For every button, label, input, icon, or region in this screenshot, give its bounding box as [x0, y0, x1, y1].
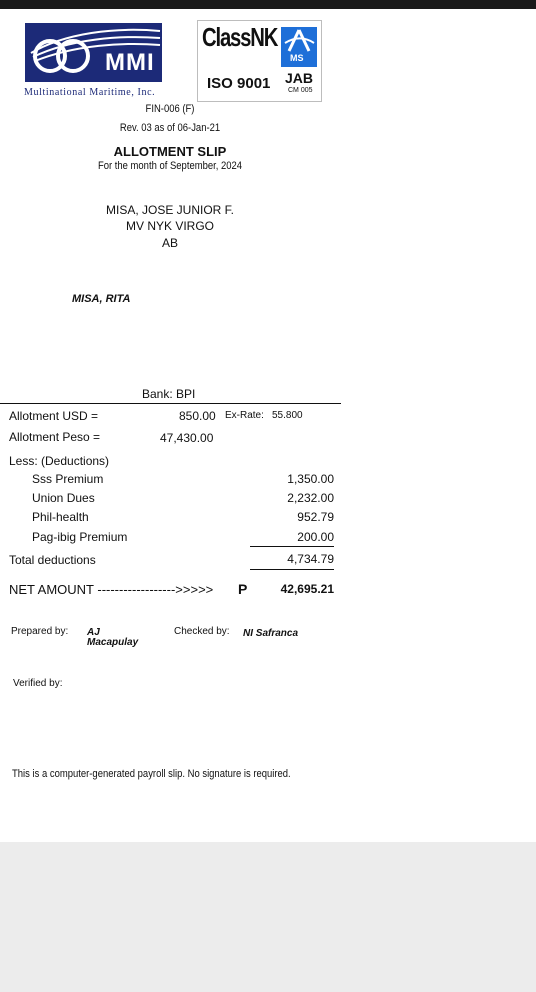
form-number: FIN-006 (F) — [145, 103, 195, 115]
allotment-usd-label: Allotment USD = — [9, 409, 99, 423]
iso-9001-text: ISO 9001 — [207, 75, 271, 92]
allottee-name: MISA, RITA — [72, 293, 131, 305]
employee-rank: AB — [161, 236, 178, 250]
allotment-peso-value: 47,430.00 — [160, 431, 214, 445]
net-currency: P — [238, 581, 248, 597]
certification-badge — [197, 20, 322, 102]
allotment-usd-value: 850.00 — [179, 409, 216, 423]
net-amount-label: NET AMOUNT ------------------>>>>> — [9, 582, 214, 597]
bank-divider — [0, 403, 341, 404]
ms-compass-icon — [281, 27, 317, 53]
checked-by-label: Checked by: — [174, 626, 230, 637]
deduction-label: Pag-ibig Premium — [32, 530, 128, 544]
top-status-bar — [0, 0, 536, 9]
prepared-by-name-line-2: Macapulay — [87, 637, 139, 648]
allotment-peso-label: Allotment Peso = — [9, 430, 101, 444]
total-deductions-amount: 4,734.79 — [287, 552, 334, 566]
verified-by-label: Verified by: — [13, 678, 63, 689]
ex-rate-value: 55.800 — [272, 410, 303, 421]
slip-title: ALLOTMENT SLIP — [113, 144, 227, 159]
slip-period: For the month of September, 2024 — [97, 160, 243, 172]
ms-certification-icon — [281, 27, 317, 67]
form-revision: Rev. 03 as of 06-Jan-21 — [119, 122, 221, 134]
blank-background — [0, 842, 536, 992]
bank-line: Bank: BPI — [142, 387, 196, 401]
net-amount-value: 42,695.21 — [280, 582, 334, 596]
prepared-by-label: Prepared by: — [11, 626, 69, 637]
checked-by-name: NI Safranca — [243, 628, 299, 639]
deduction-amount: 2,232.00 — [287, 491, 334, 505]
company-name: Multinational Maritime, Inc. — [24, 87, 156, 98]
ms-badge-text: MS — [290, 53, 304, 63]
jab-text: JAB — [285, 70, 314, 86]
deduction-amount: 1,350.00 — [287, 472, 334, 486]
ex-rate-label: Ex-Rate: — [225, 410, 264, 421]
subtotal-rule — [250, 546, 334, 547]
mmi-logo-text: MMI — [105, 49, 155, 76]
deduction-label: Phil-health — [32, 510, 89, 524]
cm-code-text: CM 005 — [288, 87, 313, 94]
classnk-logo-text: ClassNK — [202, 22, 278, 52]
mmi-logo-box — [25, 23, 162, 82]
deductions-header: Less: (Deductions) — [9, 454, 110, 468]
deduction-label: Union Dues — [32, 491, 95, 505]
mmi-logo — [24, 20, 164, 84]
total-deductions-label: Total deductions — [9, 553, 96, 567]
deduction-amount: 952.79 — [297, 510, 334, 524]
deduction-amount: 200.00 — [297, 530, 334, 544]
prepared-by-name-line-1: AJ — [87, 627, 100, 638]
total-rule — [250, 569, 334, 570]
prepared-by-name — [87, 628, 138, 648]
deduction-label: Sss Premium — [32, 472, 104, 486]
allotment-slip-page — [0, 9, 536, 842]
footer-note: This is a computer-generated payroll slip. No signature is required. — [12, 768, 291, 780]
employee-name: MISA, JOSE JUNIOR F. — [105, 203, 234, 217]
vessel-name: MV NYK VIRGO — [125, 219, 214, 233]
